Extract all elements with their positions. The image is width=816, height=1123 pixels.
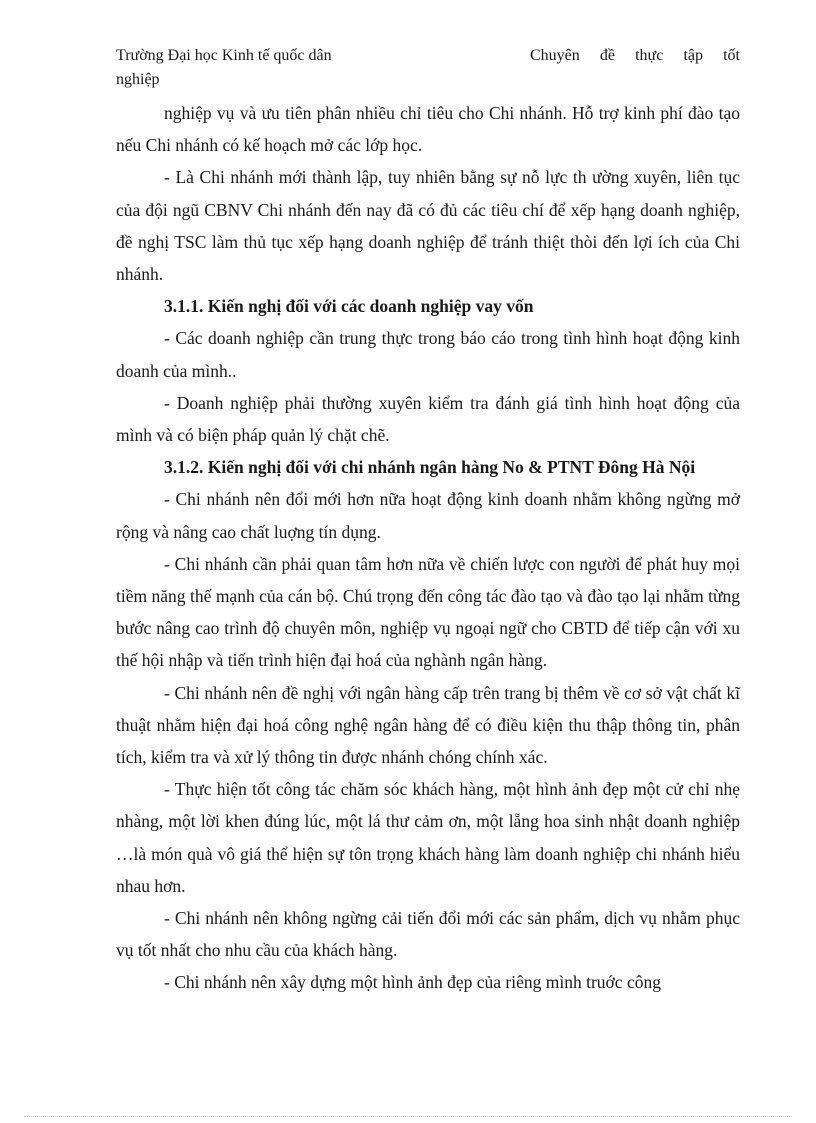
section-heading-3-1-2: 3.1.2. Kiến nghị đối với chi nhánh ngân hàng No & PTNT Đông Hà Nội: [164, 457, 696, 478]
footer-divider: [24, 1116, 792, 1117]
paragraph-product-improvement: - Chi nhánh nên không ngừng cải tiến đổi mới các sản phẩm, dịch vụ nhằm phục vụ tốt nhất cho nhu cầu của khách hàng.: [116, 908, 740, 961]
paragraph-infrastructure: - Chi nhánh nên đề nghị với ngân hàng cấp trên trang bị thêm về cơ sở vật chất kĩ thuật nhằm hiện đại hoá công nghệ ngân hàng để có điều kiện thu thập thông tin, phân tích, kiểm tra và xử lý thông tin được nhánh chóng chính xác.: [116, 682, 740, 768]
header-university: Trường Đại học Kinh tế quốc dân: [116, 47, 332, 64]
paragraph-enterprise-honesty: - Các doanh nghiệp cần trung thực trong báo cáo trong tình hình hoạt động kinh doanh của mình..: [116, 328, 740, 381]
page-header: [116, 44, 740, 92]
paragraph-innovation: - Chi nhánh nên đổi mới hơn nữa hoạt động kinh doanh nhằm không ngừng mở rộng và nâng cao chất luợng tín dụng.: [116, 489, 740, 542]
paragraph-continuation: nghiệp vụ và ưu tiên phân nhiều chỉ tiêu cho Chi nhánh. Hỗ trợ kinh phí đào tạo nếu Chi nhánh có kế hoạch mở các lớp học.: [116, 103, 740, 156]
paragraph-branch-ranking: - Là Chi nhánh mới thành lập, tuy nhiên bằng sự nỗ lực th ường xuyên, liên tục của đội ngũ CBNV Chi nhánh đến nay đã có đủ các tiêu chí để xếp hạng doanh nghiệp, đề nghị TSC làm thủ tục xếp hạng doanh nghiệp để tránh thiệt thòi đến lợi ích của Chi nhánh.: [116, 167, 740, 285]
section-heading-3-1-1: 3.1.1. Kiến nghị đối với các doanh nghiệp vay vốn: [164, 296, 534, 317]
paragraph-customer-care: - Thực hiện tốt công tác chăm sóc khách hàng, một hình ảnh đẹp một cử chỉ nhẹ nhàng, một lời khen đúng lúc, một lá thư cảm ơn, một lẵng hoa sinh nhật doanh nghiệp …là món quà vô giá thể hiện sự tôn trọng khách hàng làm doanh nghiệp chi nhánh hiểu nhau hơn.: [116, 779, 740, 896]
paragraph-enterprise-inspection: - Doanh nghiệp phải thường xuyên kiểm tra đánh giá tình hình hoạt động của mình và có biện pháp quản lý chặt chẽ.: [116, 392, 740, 446]
header-report-title: Chuyên đề thực tập tốt: [530, 47, 740, 64]
header-report-title-wrap: nghiệp: [116, 71, 160, 88]
paragraph-human-strategy: - Chi nhánh cần phải quan tâm hơn nữa về chiến lược con người để phát huy mọi tiềm năng thế mạnh của cán bộ. Chú trọng đến công tác đào tạo và đào tạo lại nhằm từng bước nâng cao trình độ chuyên môn, nghiệp vụ ngoại ngữ cho CBTD để tiếp cận với xu thế hội nhập và tiến trình hiện đại hoá của nghành ngân hàng.: [116, 553, 740, 671]
paragraph-brand-image: - Chi nhánh nên xây dựng một hình ảnh đẹp của riêng mình truớc công: [164, 972, 661, 993]
body-text: [116, 97, 740, 999]
